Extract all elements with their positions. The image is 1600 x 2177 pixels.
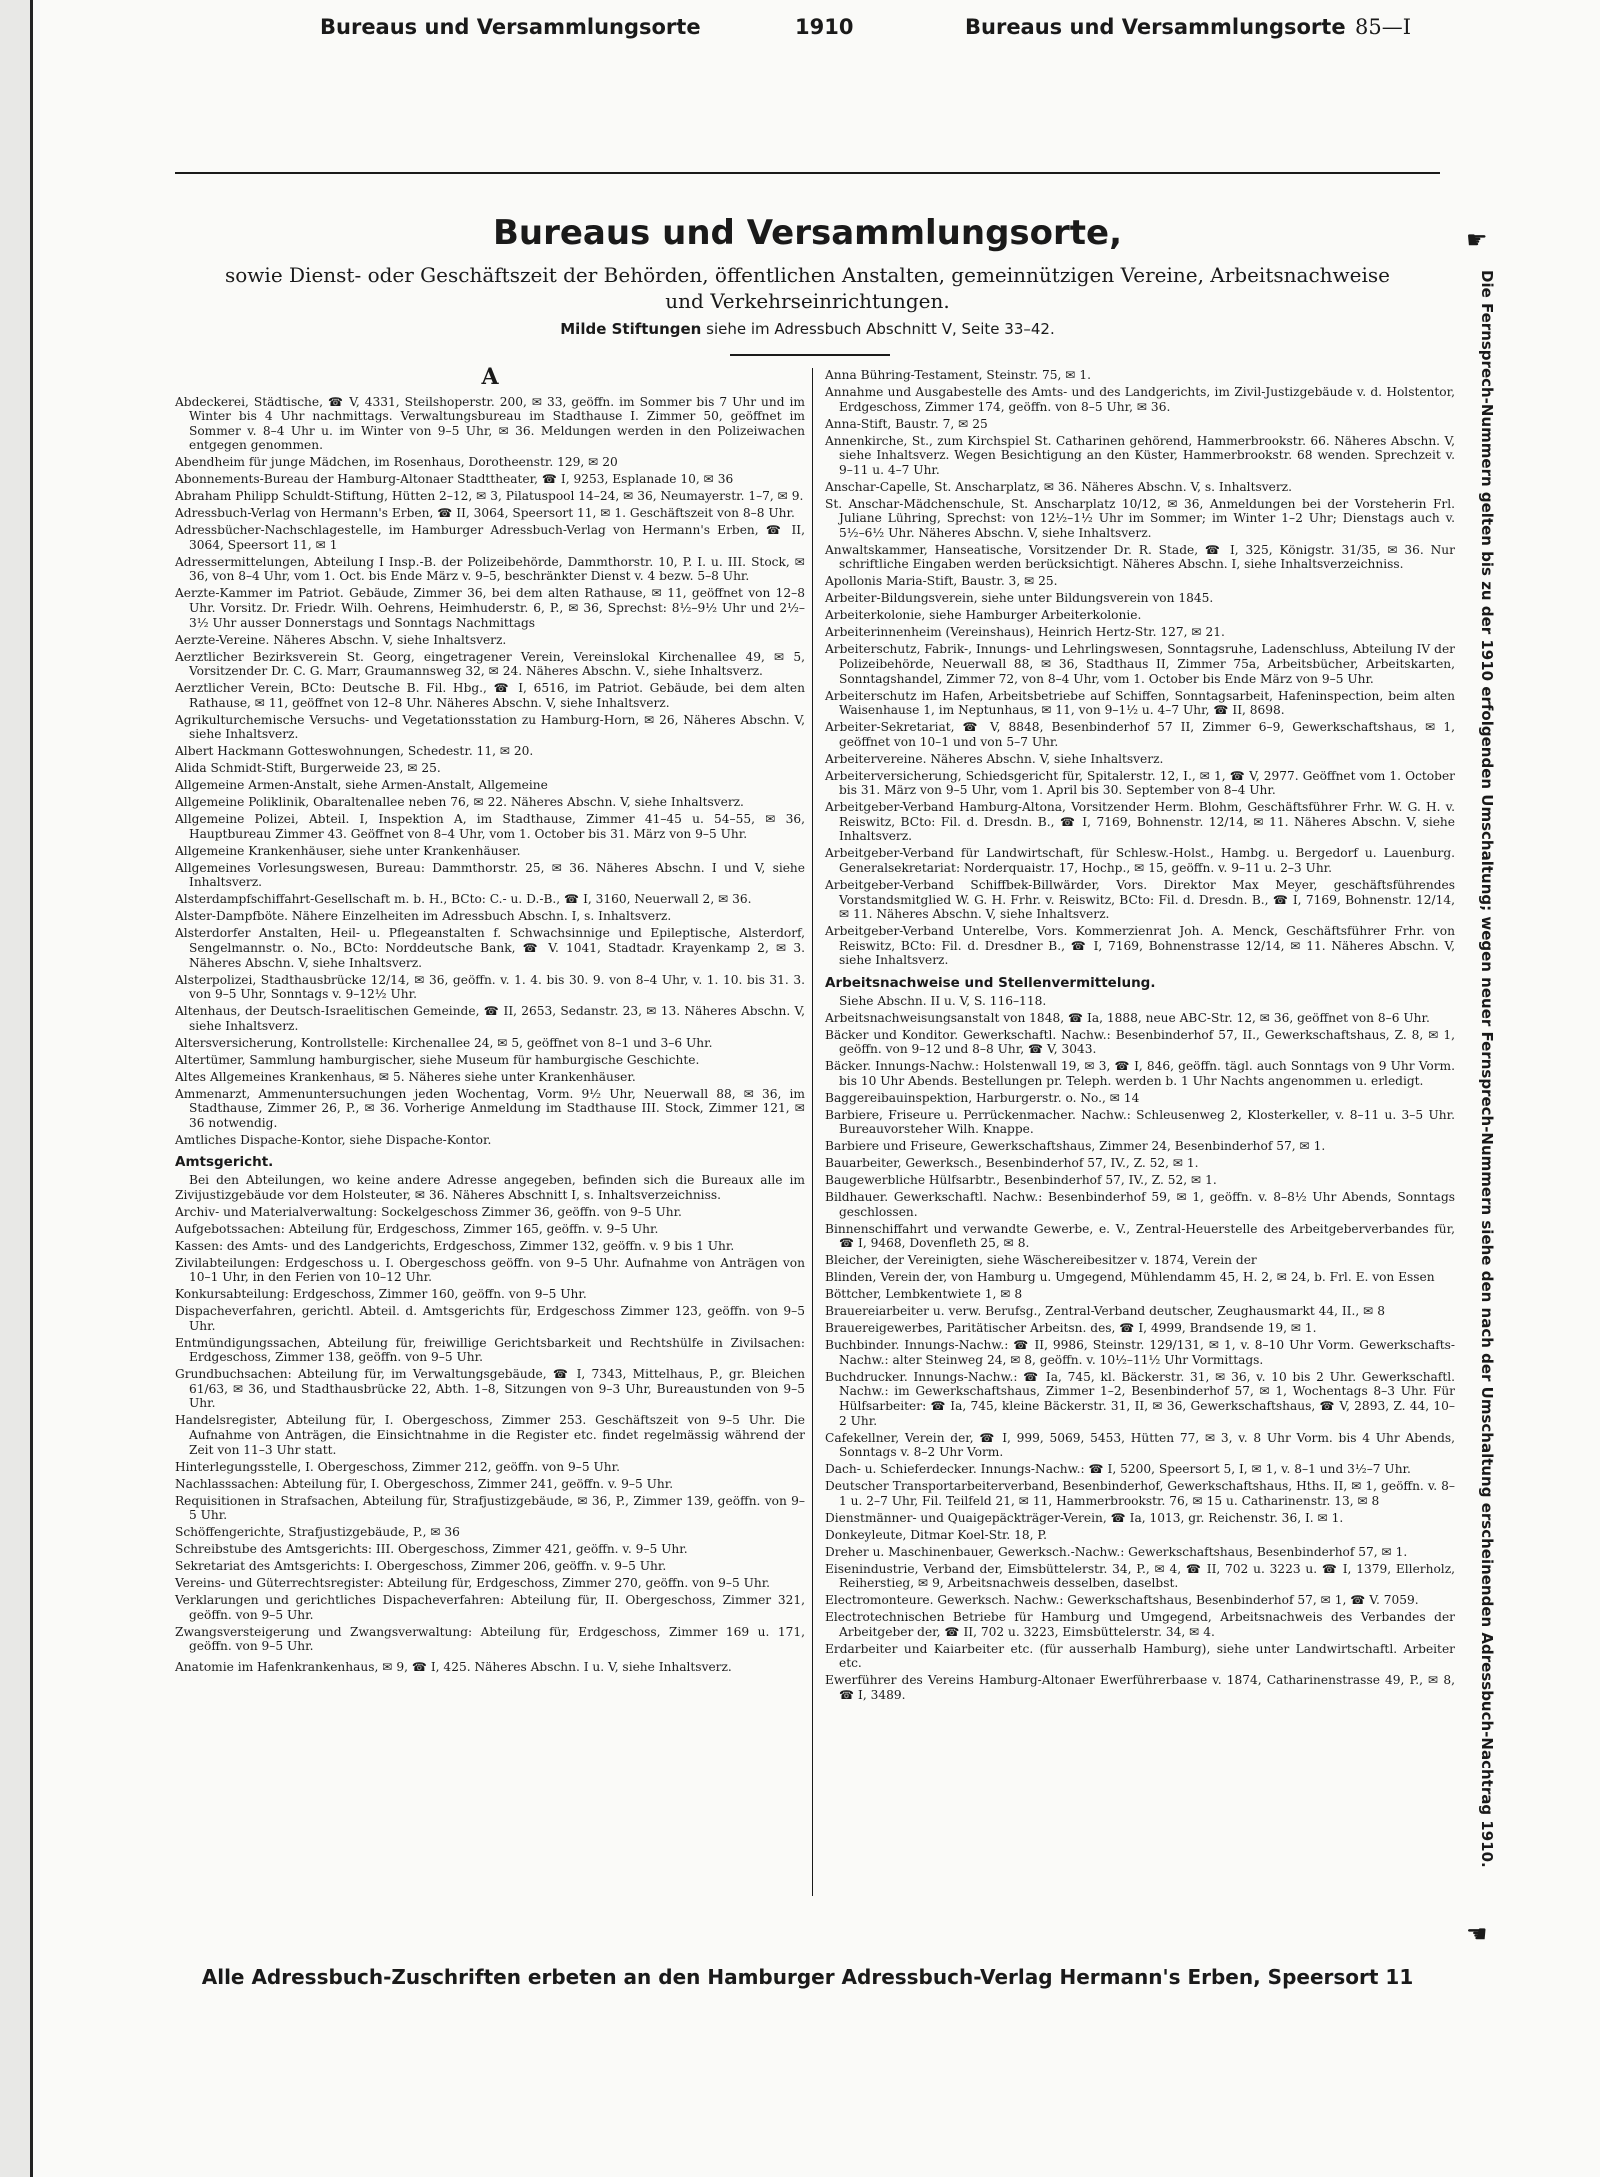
directory-entry: Annahme und Ausgabestelle des Amts- und des Landgerichts, im Zivil-Justizgebäude v. d. Holstentor, Erdgeschoss, Zimmer 174, geöffn. von 8–5 Uhr, ✉ 36.	[825, 384, 1455, 414]
amtsgericht-entry: Nachlasssachen: Abteilung für, I. Obergeschoss, Zimmer 241, geöffn. v. 9–5 Uhr.	[175, 1476, 674, 1491]
directory-entry: Arbeitgeber-Verband Schiffbek-Billwärder, Vors. Direktor Max Meyer, geschäftsführendes Vorstandsmitglied W. G. H. Frhr. v. Reiswitz, BCto: Fil. d. Dresdn. B., ☎ I, 7169, Bohnenstr. 12/14, ✉ 11. Näheres Abschn. V, siehe Inhaltsverz.	[825, 878, 1455, 922]
directory-entry: Arbeitervereine. Näheres Abschn. V, siehe Inhaltsverz.	[825, 751, 1164, 766]
arbeitsnachweis-entry: Böttcher, Lembkentwiete 1, ✉ 8	[825, 1287, 1023, 1302]
directory-entry: Anschar-Capelle, St. Anscharplatz, ✉ 36. Näheres Abschn. V, s. Inhaltsverz.	[825, 479, 1292, 494]
arbeitsnachweise-see: Siehe Abschn. II u. V, S. 116–118.	[839, 993, 1047, 1008]
directory-entry: Aerztlicher Bezirksverein St. Georg, eingetragener Verein, Vereinslokal Kirchenallee 49, ✉ 5, Vorsitzender Dr. C. G. Marr, Graumannsweg 32, ✉ 24. Näheres Abschn. V., siehe Inhaltsverz.	[175, 649, 805, 679]
directory-entry: Alida Schmidt-Stift, Burgerweide 23, ✉ 25.	[175, 761, 441, 776]
directory-entry: Anna Bühring-Testament, Steinstr. 75, ✉ 1.	[825, 368, 1091, 382]
arbeitsnachweis-entry: Buchbinder. Innungs-Nachw.: ☎ II, 9986, Steinstr. 129/131, ✉ 1, v. 8–10 Uhr Vorm. Gewerkschafts-Nachw.: alter Steinweg 24, ✉ 8, geöffn. v. 10½–11½ Uhr Vormittags.	[825, 1338, 1455, 1367]
amtsgericht-entry: Handelsregister, Abteilung für, I. Obergeschoss, Zimmer 253. Geschäftszeit von 9–5 Uhr. Die Aufnahme von Anträgen, die Einsichtnahme in die Register etc. findet regelmässig während der Zeit von 11–3 Uhr statt.	[175, 1413, 805, 1457]
directory-entry: Altes Allgemeines Krankenhaus, ✉ 5. Näheres siehe unter Krankenhäuser.	[175, 1069, 636, 1084]
arbeitsnachweis-entry: Erdarbeiter und Kaiarbeiter etc. (für ausserhalb Hamburg), siehe unter Landwirtschaftl. Arbeiter etc.	[825, 1641, 1455, 1671]
section-letter: A	[481, 364, 499, 390]
directory-entry: Adressbuch-Verlag von Hermann's Erben, ☎ II, 3064, Speersort 11, ✉ 1. Geschäftszeit von 8–8 Uhr.	[175, 506, 795, 521]
amtsgericht-entry: Verklarungen und gerichtliches Dispacheverfahren: Abteilung für, II. Obergeschoss, Zimmer 321, geöffn. von 9–5 Uhr.	[175, 1593, 805, 1622]
amtsgericht-entry: Requisitionen in Strafsachen, Abteilung für, Strafjustizgebäude, ✉ 36, P., Zimmer 139, geöffn. von 9–5 Uhr.	[175, 1493, 805, 1523]
amtsgericht-entry-list	[175, 1205, 805, 1654]
amtsgericht-entry: Aufgebotssachen: Abteilung für, Erdgeschoss, Zimmer 165, geöffn. v. 9–5 Uhr.	[175, 1221, 659, 1236]
amtsgericht-entry: Sekretariat des Amtsgerichts: I. Obergeschoss, Zimmer 206, geöffn. v. 9–5 Uhr.	[175, 1559, 667, 1574]
arbeitsnachweis-entry: Bildhauer. Gewerkschaftl. Nachw.: Besenbinderhof 59, ✉ 1, geöffn. v. 8–8½ Uhr Abends, Sonntags geschlossen.	[825, 1190, 1455, 1219]
amtsgericht-entry: Hinterlegungsstelle, I. Obergeschoss, Zimmer 212, geöffn. von 9–5 Uhr.	[175, 1459, 620, 1474]
amtsgericht-entry: Entmündigungssachen, Abteilung für, freiwillige Gerichtsbarkeit und Rechtshülfe in Zivilsachen: Erdgeschoss, Zimmer 138, geöffn. von 9–5 Uhr.	[175, 1335, 805, 1365]
left-entry-list	[175, 395, 805, 1148]
vertical-notice	[1470, 270, 1498, 1990]
milde-label: Milde Stiftungen	[560, 320, 702, 338]
footer-notice: Alle Adressbuch-Zuschriften erbeten an den Hamburger Adressbuch-Verlag Hermann's Erben, Speersort 11	[201, 1965, 1414, 1989]
directory-entry: Allgemeine Krankenhäuser, siehe unter Krankenhäuser.	[175, 843, 521, 858]
directory-entry: Allgemeine Armen-Anstalt, siehe Armen-Anstalt, Allgemeine	[175, 778, 548, 793]
vertical-notice-text: Die Fernsprech-Nummern gelten bis zu der 1910 erfolgenden Umschaltung; wegen neuer Fernsprech-Nummern siehe den nach der Umschaltung erscheinenden Adressbuch-Nachtrag 1910.	[1478, 270, 1496, 1868]
arbeitsnachweis-entry: Cafekellner, Verein der, ☎ I, 999, 5069, 5453, Hütten 77, ✉ 3, v. 8 Uhr Vorm. bis 4 Uhr Abends, Sonntags v. 8–2 Uhr Vorm.	[825, 1430, 1455, 1460]
directory-entry: Agrikulturchemische Versuchs- und Vegetationsstation zu Hamburg-Horn, ✉ 26, Näheres Abschn. V, siehe Inhaltsverz.	[175, 712, 805, 742]
header-rule	[175, 172, 1440, 174]
directory-entry: Altertümer, Sammlung hamburgischer, siehe Museum für hamburgische Geschichte.	[175, 1052, 700, 1067]
directory-entry: Alsterdampfschiffahrt-Gesellschaft m. b. H., BCto: C.- u. D.-B., ☎ I, 3160, Neuerwall 2, ✉ 36.	[175, 892, 752, 907]
arbeitsnachweis-entry: Brauereigewerbes, Paritätischer Arbeitsn. des, ☎ I, 4999, Brandsende 19, ✉ 1.	[825, 1321, 1317, 1336]
header-year: 1910	[795, 15, 854, 39]
adjacent-page-edge	[0, 0, 33, 2177]
amtsgericht-heading: Amtsgericht.	[175, 1154, 274, 1171]
arbeitsnachweis-entry: Deutscher Transportarbeiterverband, Besenbinderhof, Gewerkschaftshaus, Hths. II, ✉ 1, geöffn. v. 8–1 u. 2–7 Uhr, Fil. Teilfeld 21, ✉ 11, Hammerbrookstr. 76, ✉ 15 u. Catharinenstr. 13, ✉ 8	[825, 1479, 1455, 1508]
anatomie-entry: Anatomie im Hafenkrankenhaus, ✉ 9, ☎ I, 425. Näheres Abschn. I u. V, siehe Inhaltsverz.	[175, 1659, 732, 1674]
header-right: Bureaus und Versammlungsorte	[965, 15, 1346, 39]
arbeitsnachweis-entry: Barbiere und Friseure, Gewerkschaftshaus, Zimmer 24, Besenbinderhof 57, ✉ 1.	[825, 1139, 1326, 1154]
directory-entry: Arbeiterschutz im Hafen, Arbeitsbetriebe auf Schiffen, Sonntagsarbeit, Hafeninspection, beim alten Waisenhause 1, im Neptunhaus, ✉ 11, von 9–1½ u. 4–7 Uhr, ☎ II, 8698.	[825, 688, 1455, 718]
pointing-hand-icon-bottom: ☚	[1466, 1920, 1488, 1948]
arbeitsnachweis-entry: Buchdrucker. Innungs-Nachw.: ☎ Ia, 745, kl. Bäckerstr. 31, ✉ 36, v. 10 bis 2 Uhr. Gewerkschaftl. Nachw.: im Gewerkschaftshaus, Zimmer 1–2, Besenbinderhof 57, ✉ 1, Wochentags 8–3 Uhr. Für Hülfsarbeiter: ☎ Ia, 745, kleine Bäckerstr. 31, II, ✉ 36, Gewerkschaftshaus, ☎ V, 2893, Z. 44, 10–2 Uhr.	[825, 1369, 1455, 1428]
amtsgericht-entry: Dispacheverfahren, gerichtl. Abteil. d. Amtsgerichts für, Erdgeschoss Zimmer 123, geöffn. von 9–5 Uhr.	[175, 1304, 805, 1333]
column-divider	[812, 368, 813, 1896]
arbeitsnachweise-heading: Arbeitsnachweise und Stellenvermittelung.	[825, 974, 1156, 991]
directory-entry: Aerzte-Kammer im Patriot. Gebäude, Zimmer 36, bei dem alten Rathause, ✉ 11, geöffnet von 12–8 Uhr. Vorsitz. Dr. Friedr. Wilh. Oehrens, Heimhuderstr. 6, P., ✉ 36, Sprechst: 8½–9½ Uhr und 2½–3½ Uhr ausser Donnerstags und Sonntags Nachmittags	[175, 586, 805, 630]
page-subtitle	[175, 262, 1440, 314]
directory-entry: Arbeiter-Bildungsverein, siehe unter Bildungsverein von 1845.	[825, 591, 1214, 606]
amtsgericht-entry: Zwangsversteigerung und Zwangsverwaltung: Abteilung für, Erdgeschoss, Zimmer 169 u. 171, geöffn. von 9–5 Uhr.	[175, 1624, 805, 1654]
arbeitsnachweis-entry: Ewerführer des Vereins Hamburg-Altonaer Ewerführerbaase v. 1874, Catharinenstrasse 49, P., ✉ 8, ☎ I, 3489.	[825, 1673, 1455, 1703]
arbeitsnachweis-entry: Baugewerbliche Hülfsarbtr., Besenbinderhof 57, IV., Z. 52, ✉ 1.	[825, 1173, 1217, 1188]
directory-entry: Abdeckerei, Städtische, ☎ V, 4331, Steilshoperstr. 200, ✉ 33, geöffn. im Sommer bis 7 Uhr und im Winter bis 4 Uhr nachmittags. Verwaltungsbureau im Stadthause I. Zimmer 50, geöffnet im Sommer v. 8–4 Uhr u. im Winter von 9–5 Uhr, ✉ 36. Meldungen werden in den Polizeiwachen entgegen genommen.	[175, 394, 805, 453]
arbeitsnachweis-entry: Barbiere, Friseure u. Perrückenmacher. Nachw.: Schleusenweg 2, Klosterkeller, v. 8–11 u. 3–5 Uhr. Bureauvorsteher Wilh. Knappe.	[825, 1107, 1455, 1137]
directory-entry: Aerztlicher Verein, BCto: Deutsche B. Fil. Hbg., ☎ I, 6516, im Patriot. Gebäude, bei dem alten Rathause, ✉ 11, geöffnet von 12–8 Uhr. Näheres Abschn. V, siehe Inhaltsverz.	[175, 681, 805, 710]
directory-entry: Annenkirche, St., zum Kirchspiel St. Catharinen gehörend, Hammerbrookstr. 66. Näheres Abschn. V, siehe Inhaltsverz. Wegen Besichtigung an den Küster, Hammerbrookstr. 68 wenden. Sprechzeit v. 9–11 u. 4–7 Uhr.	[825, 433, 1455, 477]
arbeitsnachweis-entry: Bäcker. Innungs-Nachw.: Holstenwall 19, ✉ 3, ☎ I, 846, geöffn. tägl. auch Sonntags von 9 Uhr Vorm. bis 10 Uhr Abends. Bestellungen pr. Teleph. werden b. 1 Uhr Nachts angenommen u. erledigt.	[825, 1059, 1455, 1088]
arbeitsnachweis-entry: Arbeitsnachweisungsanstalt von 1848, ☎ Ia, 1888, neue ABC-Str. 12, ✉ 36, geöffnet von 8–6 Uhr.	[825, 1010, 1430, 1025]
directory-entry: Arbeitgeber-Verband für Landwirtschaft, für Schlesw.-Holst., Hambg. u. Bergedorf u. Lauenburg. Generalsekretariat: Norderquaistr. 17, Hochp., ✉ 15, geöffn. v. 9–11 u. 2–3 Uhr.	[825, 846, 1455, 876]
directory-entry: Anwaltskammer, Hanseatische, Vorsitzender Dr. R. Stade, ☎ I, 325, Königstr. 31/35, ✉ 36. Nur schriftliche Eingaben werden berücksichtigt. Näheres Abschn. I, siehe Inhaltsverzeichniss.	[825, 542, 1455, 572]
directory-entry: Arbeiterinnenheim (Vereinshaus), Heinrich Hertz-Str. 127, ✉ 21.	[825, 625, 1225, 640]
directory-entry: Arbeitgeber-Verband Hamburg-Altona, Vorsitzender Herm. Blohm, Geschäftsführer Frhr. W. G. H. v. Reiswitz, BCto: Fil. d. Dresdn. B., ☎ I, 7169, Bohnenstr. 12/14, ✉ 11. Näheres Abschn. V, siehe Inhaltsverz.	[825, 800, 1455, 844]
amtsgericht-entry: Schöffengerichte, Strafjustizgebäude, P., ✉ 36	[175, 1525, 460, 1540]
left-column	[175, 360, 805, 1677]
directory-entry: Arbeitgeber-Verband Unterelbe, Vors. Kommerzienrat Joh. A. Menck, Geschäftsführer Frhr. von Reiswitz, BCto: Fil. d. Dresdner B., ☎ I, 7169, Bohnenstrasse 12/14, ✉ 11. Näheres Abschn. V, siehe Inhaltsverz.	[825, 924, 1455, 968]
milde-stiftungen-note	[175, 320, 1440, 338]
arbeitsnachweise-entry-list	[825, 1011, 1455, 1703]
right-column	[825, 368, 1455, 1705]
arbeitsnachweis-entry: Eisenindustrie, Verband der, Eimsbüttelerstr. 34, P., ✉ 4, ☎ II, 702 u. 3223 u. ☎ I, 1379, Ellerholz, Reiherstieg, ✉ 9, Arbeitsnachweis desselben, daselbst.	[825, 1561, 1455, 1591]
arbeitsnachweis-entry: Blinden, Verein der, von Hamburg u. Umgegend, Mühlendamm 45, H. 2, ✉ 24, b. Frl. E. von Essen	[825, 1270, 1435, 1285]
directory-entry: Alsterpolizei, Stadthausbrücke 12/14, ✉ 36, geöffn. v. 1. 4. bis 30. 9. von 8–4 Uhr, v. 1. 10. bis 31. 3. von 9–5 Uhr, Sonntags v. 9–12½ Uhr.	[175, 972, 805, 1002]
directory-entry: Apollonis Maria-Stift, Baustr. 3, ✉ 25.	[825, 574, 1058, 589]
header-left: Bureaus und Versammlungsorte	[320, 15, 701, 39]
arbeitsnachweis-entry: Electromonteure. Gewerksch. Nachw.: Gewerkschaftshaus, Besenbinderhof 57, ✉ 1, ☎ V. 7059.	[825, 1593, 1419, 1608]
arbeitsnachweis-entry: Bäcker und Konditor. Gewerkschaftl. Nachw.: Besenbinderhof 57, II., Gewerkschaftshaus, Z. 8, ✉ 1, geöffn. von 9–12 und 8–8 Uhr, ☎ V, 3043.	[825, 1027, 1455, 1057]
directory-entry: Adressbücher-Nachschlagestelle, im Hamburger Adressbuch-Verlag von Hermann's Erben, ☎ II, 3064, Speersort 11, ✉ 1	[175, 523, 805, 552]
amtsgericht-entry: Vereins- und Güterrechtsregister: Abteilung für, Erdgeschoss, Zimmer 270, geöffn. von 9–5 Uhr.	[175, 1576, 771, 1591]
pointing-hand-icon: ☛	[1466, 226, 1488, 254]
directory-entry: Arbeiter-Sekretariat, ☎ V, 8848, Besenbinderhof 57 II, Zimmer 6–9, Gewerkschaftshaus, ✉ 1, geöffnet von 10–1 und von 5–7 Uhr.	[825, 720, 1455, 749]
arbeitsnachweis-entry: Dreher u. Maschinenbauer, Gewerksch.-Nachw.: Gewerkschaftshaus, Besenbinderhof 57, ✉ 1.	[825, 1544, 1408, 1559]
directory-entry: Arbeiterschutz, Fabrik-, Innungs- und Lehrlingswesen, Sonntagsruhe, Ladenschluss, Abteilung IV der Polizeibehörde, Neuerwall 88, ✉ 36, Stadthaus II, Zimmer 75a, Arbeitsbücher, Arbeitskarten, Sonntagshandel, Zimmer 72, von 8–4 Uhr, vom 1. October bis Ende März von 9–5 Uhr.	[825, 642, 1455, 686]
subtitle-line-1: sowie Dienst- oder Geschäftszeit der Behörden, öffentlichen Anstalten, gemeinnützigen Vereine, Arbeitsnachweise	[225, 263, 1390, 287]
directory-entry: Allgemeine Polizei, Abteil. I, Inspektion A, im Stadthause, Zimmer 41–45 u. 54–55, ✉ 36, Hauptbureau Zimmer 43. Geöffnet von 8–4 Uhr, vom 1. October bis 31. März von 9–5 Uhr.	[175, 812, 805, 841]
directory-entry: Arbeiterversicherung, Schiedsgericht für, Spitalerstr. 12, I., ✉ 1, ☎ V, 2977. Geöffnet vom 1. October bis 31. März von 9–5 Uhr, vom 1. April bis 30. September von 8–4 Uhr.	[825, 768, 1455, 798]
title-rule	[730, 354, 890, 356]
directory-entry: St. Anschar-Mädchenschule, St. Anscharplatz 10/12, ✉ 36, Anmeldungen bei der Vorsteherin Frl. Juliane Lühring, Sprechst: von 12½–1½ Uhr im Sommer; im Winter 1–2 Uhr; Dienstags auch v. 5½–6½ Uhr. Näheres Abschn. V, siehe Inhaltsverz.	[825, 496, 1455, 540]
directory-entry: Abonnements-Bureau der Hamburg-Altonaer Stadttheater, ☎ I, 9253, Esplanade 10, ✉ 36	[175, 472, 734, 487]
directory-entry: Ammenarzt, Ammenuntersuchungen jeden Wochentag, Vorm. 9½ Uhr, Neuerwall 88, ✉ 36, im Stadthause, Zimmer 26, P., ✉ 36. Vorherige Anmeldung im Stadthause III. Stock, Zimmer 121, ✉ 36 notwendig.	[175, 1086, 805, 1130]
page-number: 85—I	[1355, 15, 1412, 39]
amtsgericht-entry: Zivilabteilungen: Erdgeschoss u. I. Obergeschoss geöffn. von 9–5 Uhr. Aufnahme von Anträgen von 10–1 Uhr, in den Ferien von 10–12 Uhr.	[175, 1255, 805, 1285]
arbeitsnachweis-entry: Bleicher, der Vereinigten, siehe Wäschereibesitzer v. 1874, Verein der	[825, 1253, 1257, 1268]
arbeitsnachweis-entry: Electrotechnischen Betriebe für Hamburg und Umgegend, Arbeitsnachweis des Verbandes der Arbeitgeber der, ☎ II, 702 u. 3223, Eimsbüttelerstr. 34, ✉ 4.	[825, 1610, 1455, 1639]
subtitle-line-2: und Verkehrseinrichtungen.	[665, 289, 950, 313]
directory-entry: Allgemeines Vorlesungswesen, Bureau: Dammthorstr. 25, ✉ 36. Näheres Abschn. I und V, siehe Inhaltsverz.	[175, 860, 805, 890]
directory-entry: Adressermittelungen, Abteilung I Insp.-B. der Polizeibehörde, Dammthorstr. 10, P. I. u. III. Stock, ✉ 36, von 8–4 Uhr, vom 1. Oct. bis Ende März v. 9–5, beschränkter Dienst v. 4 bezw. 5–8 Uhr.	[175, 554, 805, 584]
directory-entry: Arbeiterkolonie, siehe Hamburger Arbeiterkolonie.	[825, 608, 1142, 623]
right-entry-list	[825, 368, 1455, 968]
directory-entry: Abendheim für junge Mädchen, im Rosenhaus, Dorotheenstr. 129, ✉ 20	[175, 455, 618, 470]
page-title: Bureaus und Versammlungsorte,	[492, 213, 1123, 253]
directory-entry: Altenhaus, der Deutsch-Israelitischen Gemeinde, ☎ II, 2653, Sedanstr. 23, ✉ 13. Näheres Abschn. V, siehe Inhaltsverz.	[175, 1004, 805, 1033]
directory-entry: Alster-Dampfböte. Nähere Einzelheiten im Adressbuch Abschn. I, s. Inhaltsverz.	[175, 909, 672, 924]
arbeitsnachweis-entry: Bauarbeiter, Gewerksch., Besenbinderhof 57, IV., Z. 52, ✉ 1.	[825, 1156, 1199, 1171]
amtsgericht-intro: Bei den Abteilungen, wo keine andere Adresse angegeben, befinden sich die Bureaux alle im Zivijustizgebäude vor dem Holsteuter, ✉ 36. Näheres Abschnitt I, s. Inhaltsverzeichniss.	[175, 1173, 805, 1202]
milde-text: siehe im Adressbuch Abschnitt V, Seite 33–42.	[701, 320, 1055, 338]
amtsgericht-entry: Archiv- und Materialverwaltung: Sockelgeschoss Zimmer 36, geöffn. von 9–5 Uhr.	[175, 1204, 682, 1219]
amtsgericht-entry: Schreibstube des Amtsgerichts: III. Obergeschoss, Zimmer 421, geöffn. v. 9–5 Uhr.	[175, 1542, 688, 1557]
arbeitsnachweis-entry: Dach- u. Schieferdecker. Innungs-Nachw.: ☎ I, 5200, Speersort 5, I, ✉ 1, v. 8–1 und 3½–7 Uhr.	[825, 1462, 1411, 1477]
directory-entry: Allgemeine Poliklinik, Obaraltenallee neben 76, ✉ 22. Näheres Abschn. V, siehe Inhaltsverz.	[175, 795, 744, 810]
arbeitsnachweis-entry: Baggereibauinspektion, Harburgerstr. o. No., ✉ 14	[825, 1090, 1140, 1105]
directory-entry: Amtliches Dispache-Kontor, siehe Dispache-Kontor.	[175, 1132, 492, 1147]
directory-entry: Aerzte-Vereine. Näheres Abschn. V, siehe Inhaltsverz.	[175, 632, 507, 647]
running-header	[170, 15, 1440, 49]
arbeitsnachweis-entry: Donkeyleute, Ditmar Koel-Str. 18, P.	[825, 1527, 1048, 1542]
directory-entry: Abraham Philipp Schuldt-Stiftung, Hütten 2–12, ✉ 3, Pilatuspool 14–24, ✉ 36, Neumayerstr. 1–7, ✉ 9.	[175, 489, 804, 504]
directory-entry: Alsterdorfer Anstalten, Heil- u. Pflegeanstalten f. Schwachsinnige und Epileptische, Alsterdorf, Sengelmannstr. o. No., BCto: Norddeutsche Bank, ☎ V. 1041, Stadtadr. Krayenkamp 2, ✉ 3. Näheres Abschn. V, siehe Inhaltsverz.	[175, 926, 805, 970]
directory-entry: Altersversicherung, Kontrollstelle: Kirchenallee 24, ✉ 5, geöffnet von 8–1 und 3–6 Uhr.	[175, 1035, 713, 1050]
directory-entry: Anna-Stift, Baustr. 7, ✉ 25	[825, 416, 988, 431]
arbeitsnachweis-entry: Brauereiarbeiter u. verw. Berufsg., Zentral-Verband deutscher, Zeughausmarkt 44, II., ✉ 8	[825, 1304, 1385, 1319]
amtsgericht-entry: Konkursabteilung: Erdgeschoss, Zimmer 160, geöffn. von 9–5 Uhr.	[175, 1287, 587, 1302]
arbeitsnachweis-entry: Binnenschiffahrt und verwandte Gewerbe, e. V., Zentral-Heuerstelle des Arbeitgeberverbandes für, ☎ I, 9468, Dovenfleth 25, ✉ 8.	[825, 1221, 1455, 1251]
arbeitsnachweis-entry: Dienstmänner- und Quaigepäckträger-Verein, ☎ Ia, 1013, gr. Reichenstr. 36, I. ✉ 1.	[825, 1510, 1344, 1525]
amtsgericht-entry: Kassen: des Amts- und des Landgerichts, Erdgeschoss, Zimmer 132, geöffn. v. 9 bis 1 Uhr.	[175, 1238, 735, 1253]
directory-entry: Albert Hackmann Gotteswohnungen, Schedestr. 11, ✉ 20.	[175, 744, 534, 759]
amtsgericht-entry: Grundbuchsachen: Abteilung für, im Verwaltungsgebäude, ☎ I, 7343, Mittelhaus, P., gr. Bleichen 61/63, ✉ 36, und Stadthausbrücke 22, Abth. 1–8, Sitzungen von 9–3 Uhr, Bureaustunden von 9–5 Uhr.	[175, 1367, 805, 1411]
